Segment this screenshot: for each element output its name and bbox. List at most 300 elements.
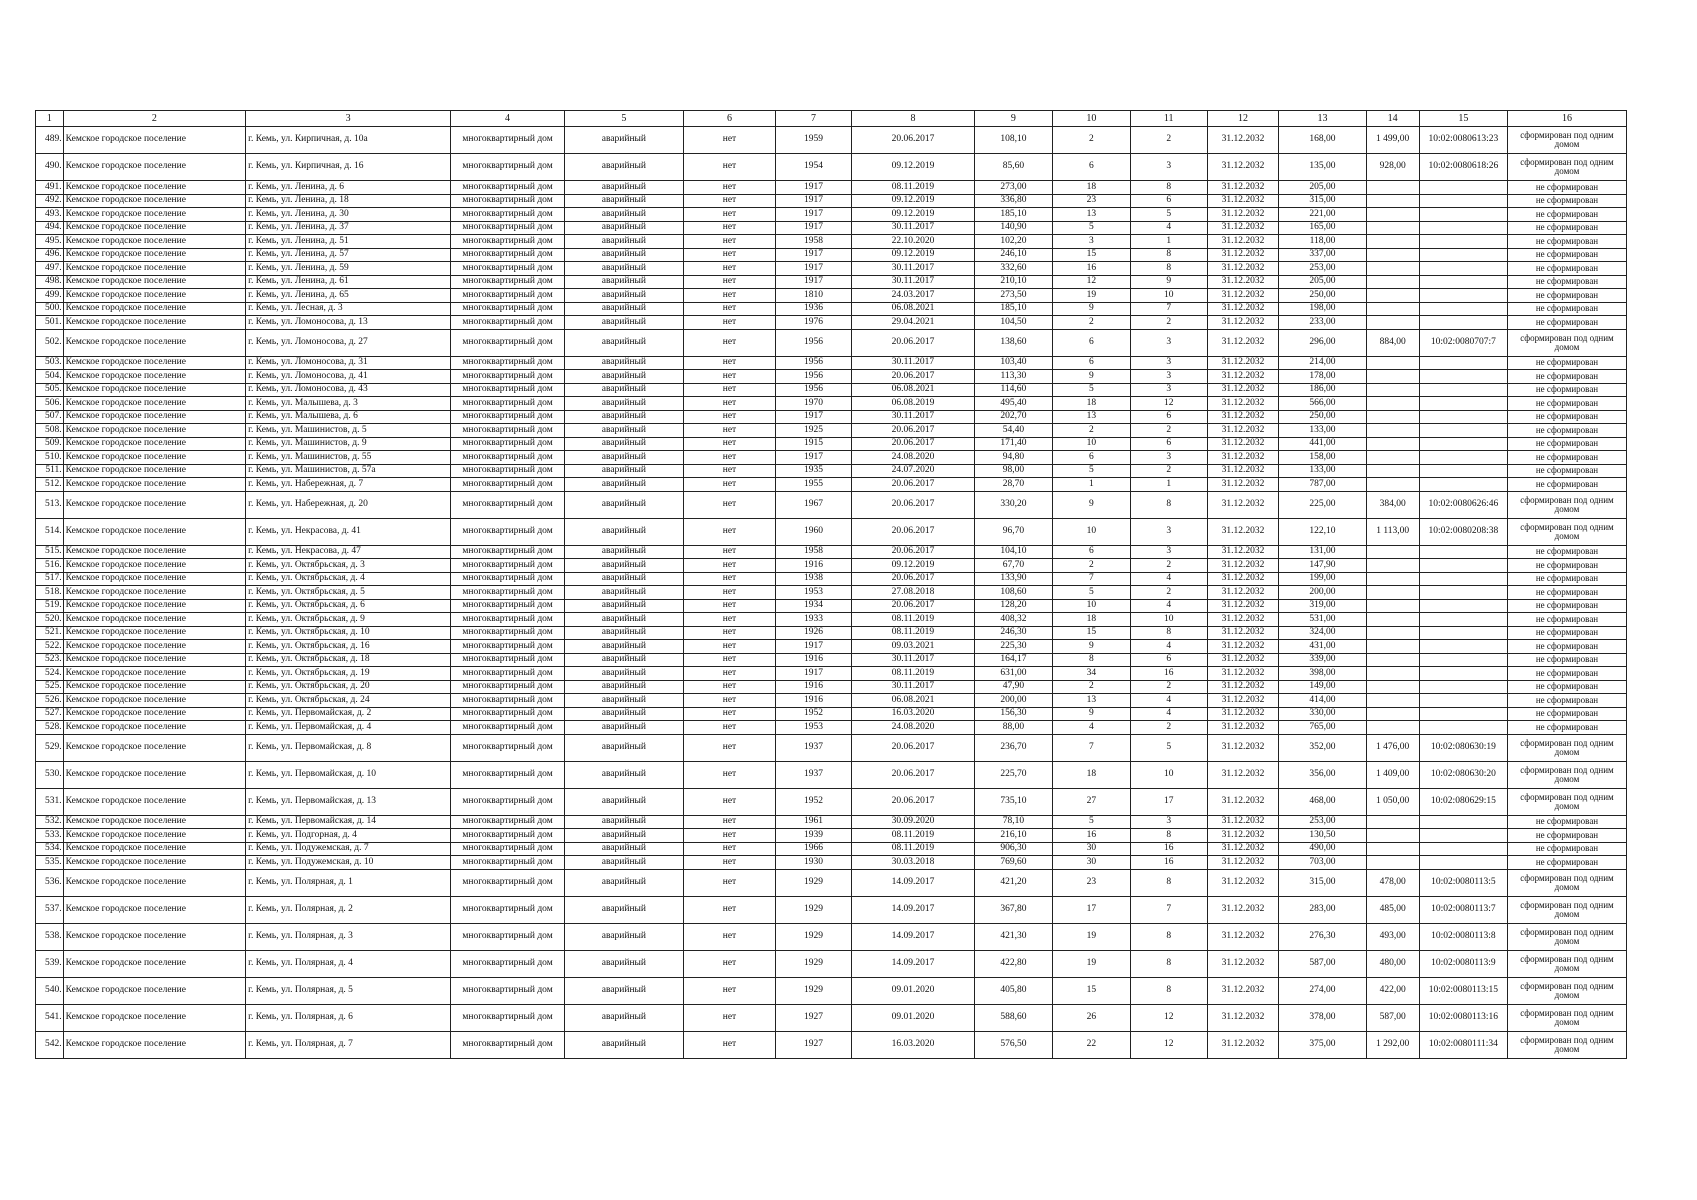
year-built-cell: 1917: [776, 221, 852, 235]
date-cell: 30.11.2017: [851, 356, 974, 370]
date-cell: 22.10.2020: [851, 235, 974, 249]
settlement-cell: Кемское городское поселение: [63, 262, 245, 276]
residents-cell: 19: [1052, 923, 1130, 950]
row-number: 521.: [36, 626, 64, 640]
date-cell: 30.09.2020: [851, 815, 974, 829]
deadline-cell: 31.12.2032: [1207, 302, 1279, 316]
building-type-cell: многоквартирный дом: [451, 262, 565, 276]
date-cell: 30.11.2017: [851, 262, 974, 276]
address-cell: г. Кемь, ул. Октябрьская, д. 24: [246, 694, 451, 708]
area-cell-2: 253,00: [1279, 262, 1366, 276]
apartments-cell: 12: [1130, 397, 1207, 411]
area-cell-2: 149,00: [1279, 680, 1366, 694]
deadline-cell: 31.12.2032: [1207, 559, 1279, 573]
area-cell-2: 356,00: [1279, 761, 1366, 788]
area-cell-2: 431,00: [1279, 640, 1366, 654]
settlement-cell: Кемское городское поселение: [63, 599, 245, 613]
deadline-cell: 31.12.2032: [1207, 653, 1279, 667]
land-status-cell: не сформирован: [1507, 694, 1626, 708]
year-built-cell: 1917: [776, 640, 852, 654]
residents-cell: 4: [1052, 721, 1130, 735]
settlement-cell: Кемское городское поселение: [63, 437, 245, 451]
address-cell: г. Кемь, ул. Машинистов, д. 5: [246, 424, 451, 438]
year-built-cell: 1938: [776, 572, 852, 586]
condition-cell: аварийный: [564, 653, 683, 667]
year-built-cell: 1916: [776, 694, 852, 708]
area-cell: 185,10: [974, 302, 1052, 316]
date-cell: 08.11.2019: [851, 667, 974, 681]
row-number: 492.: [36, 194, 64, 208]
area-cell: 408,32: [974, 613, 1052, 627]
land-area-cell: [1366, 707, 1419, 721]
land-area-cell: 1 499,00: [1366, 127, 1419, 154]
year-built-cell: 1934: [776, 599, 852, 613]
settlement-cell: Кемское городское поселение: [63, 559, 245, 573]
flag-cell: нет: [683, 451, 775, 465]
cadastral-number-cell: [1419, 545, 1507, 559]
apartments-cell: 6: [1130, 437, 1207, 451]
residents-cell: 13: [1052, 208, 1130, 222]
year-built-cell: 1933: [776, 613, 852, 627]
cadastral-number-cell: 10:02:0080618:26: [1419, 154, 1507, 181]
table-row: [36, 572, 1627, 586]
residents-cell: 10: [1052, 518, 1130, 545]
land-status-cell: не сформирован: [1507, 289, 1626, 303]
settlement-cell: Кемское городское поселение: [63, 289, 245, 303]
year-built-cell: 1966: [776, 842, 852, 856]
condition-cell: аварийный: [564, 424, 683, 438]
apartments-cell: 17: [1130, 788, 1207, 815]
table-row: [36, 653, 1627, 667]
address-cell: г. Кемь, ул. Ленина, д. 57: [246, 248, 451, 262]
building-type-cell: многоквартирный дом: [451, 613, 565, 627]
year-built-cell: 1976: [776, 316, 852, 330]
cadastral-number-cell: [1419, 208, 1507, 222]
flag-cell: нет: [683, 653, 775, 667]
address-cell: г. Кемь, ул. Первомайская, д. 4: [246, 721, 451, 735]
apartments-cell: 3: [1130, 383, 1207, 397]
address-cell: г. Кемь, ул. Полярная, д. 2: [246, 896, 451, 923]
area-cell: 421,30: [974, 923, 1052, 950]
land-area-cell: [1366, 397, 1419, 411]
year-built-cell: 1916: [776, 653, 852, 667]
address-cell: г. Кемь, ул. Октябрьская, д. 16: [246, 640, 451, 654]
year-built-cell: 1917: [776, 275, 852, 289]
land-area-cell: [1366, 586, 1419, 600]
area-cell-2: 490,00: [1279, 842, 1366, 856]
area-cell-2: 274,00: [1279, 977, 1366, 1004]
land-status-cell: не сформирован: [1507, 559, 1626, 573]
building-type-cell: многоквартирный дом: [451, 869, 565, 896]
settlement-cell: Кемское городское поселение: [63, 275, 245, 289]
settlement-cell: Кемское городское поселение: [63, 464, 245, 478]
area-cell: 140,90: [974, 221, 1052, 235]
condition-cell: аварийный: [564, 221, 683, 235]
cadastral-number-cell: [1419, 383, 1507, 397]
area-cell: 102,20: [974, 235, 1052, 249]
land-status-cell: не сформирован: [1507, 194, 1626, 208]
flag-cell: нет: [683, 478, 775, 492]
condition-cell: аварийный: [564, 896, 683, 923]
residents-cell: 3: [1052, 235, 1130, 249]
condition-cell: аварийный: [564, 815, 683, 829]
land-status-cell: не сформирован: [1507, 248, 1626, 262]
address-cell: г. Кемь, ул. Первомайская, д. 14: [246, 815, 451, 829]
date-cell: 20.06.2017: [851, 491, 974, 518]
apartments-cell: 3: [1130, 518, 1207, 545]
land-status-cell: не сформирован: [1507, 424, 1626, 438]
deadline-cell: 31.12.2032: [1207, 842, 1279, 856]
row-number: 524.: [36, 667, 64, 681]
area-cell: 421,20: [974, 869, 1052, 896]
year-built-cell: 1929: [776, 950, 852, 977]
land-status-cell: не сформирован: [1507, 221, 1626, 235]
condition-cell: аварийный: [564, 761, 683, 788]
land-status-cell: сформирован под одним домом: [1507, 896, 1626, 923]
settlement-cell: Кемское городское поселение: [63, 194, 245, 208]
land-area-cell: 422,00: [1366, 977, 1419, 1004]
land-status-cell: не сформирован: [1507, 275, 1626, 289]
year-built-cell: 1917: [776, 410, 852, 424]
date-cell: 09.12.2019: [851, 154, 974, 181]
land-area-cell: [1366, 181, 1419, 195]
date-cell: 20.06.2017: [851, 572, 974, 586]
area-cell: 576,50: [974, 1031, 1052, 1058]
date-cell: 20.06.2017: [851, 599, 974, 613]
row-number: 542.: [36, 1031, 64, 1058]
residents-cell: 7: [1052, 734, 1130, 761]
cadastral-number-cell: 10:02:0080707:7: [1419, 329, 1507, 356]
settlement-cell: Кемское городское поселение: [63, 491, 245, 518]
land-status-cell: не сформирован: [1507, 815, 1626, 829]
table-row: [36, 829, 1627, 843]
table-row: [36, 235, 1627, 249]
table-row: [36, 194, 1627, 208]
column-header: 1: [36, 111, 64, 127]
settlement-cell: Кемское городское поселение: [63, 410, 245, 424]
table-row: [36, 329, 1627, 356]
condition-cell: аварийный: [564, 370, 683, 384]
area-cell-2: 200,00: [1279, 586, 1366, 600]
year-built-cell: 1959: [776, 127, 852, 154]
row-number: 511.: [36, 464, 64, 478]
building-type-cell: многоквартирный дом: [451, 289, 565, 303]
land-status-cell: не сформирован: [1507, 599, 1626, 613]
deadline-cell: 31.12.2032: [1207, 329, 1279, 356]
area-cell-2: 122,10: [1279, 518, 1366, 545]
apartments-cell: 4: [1130, 599, 1207, 613]
deadline-cell: 31.12.2032: [1207, 572, 1279, 586]
deadline-cell: 31.12.2032: [1207, 721, 1279, 735]
building-type-cell: многоквартирный дом: [451, 437, 565, 451]
flag-cell: нет: [683, 154, 775, 181]
year-built-cell: 1952: [776, 707, 852, 721]
residents-cell: 15: [1052, 977, 1130, 1004]
land-status-cell: сформирован под одним домом: [1507, 734, 1626, 761]
area-cell: 54,40: [974, 424, 1052, 438]
cadastral-number-cell: 10:02:0080113:16: [1419, 1004, 1507, 1031]
address-cell: г. Кемь, ул. Некрасова, д. 47: [246, 545, 451, 559]
area-cell-2: 330,00: [1279, 707, 1366, 721]
building-type-cell: многоквартирный дом: [451, 599, 565, 613]
flag-cell: нет: [683, 977, 775, 1004]
condition-cell: аварийный: [564, 950, 683, 977]
row-number: 538.: [36, 923, 64, 950]
condition-cell: аварийный: [564, 127, 683, 154]
flag-cell: нет: [683, 815, 775, 829]
row-number: 504.: [36, 370, 64, 384]
area-cell-2: 250,00: [1279, 410, 1366, 424]
area-cell: 85,60: [974, 154, 1052, 181]
building-type-cell: многоквартирный дом: [451, 302, 565, 316]
flag-cell: нет: [683, 289, 775, 303]
deadline-cell: 31.12.2032: [1207, 869, 1279, 896]
apartments-cell: 2: [1130, 586, 1207, 600]
table-row: [36, 734, 1627, 761]
settlement-cell: Кемское городское поселение: [63, 572, 245, 586]
year-built-cell: 1958: [776, 235, 852, 249]
building-type-cell: многоквартирный дом: [451, 923, 565, 950]
land-status-cell: сформирован под одним домом: [1507, 154, 1626, 181]
condition-cell: аварийный: [564, 262, 683, 276]
settlement-cell: Кемское городское поселение: [63, 626, 245, 640]
table-row: [36, 451, 1627, 465]
date-cell: 08.11.2019: [851, 829, 974, 843]
address-cell: г. Кемь, ул. Набережная, д. 7: [246, 478, 451, 492]
deadline-cell: 31.12.2032: [1207, 815, 1279, 829]
residents-cell: 23: [1052, 869, 1130, 896]
deadline-cell: 31.12.2032: [1207, 761, 1279, 788]
residents-cell: 30: [1052, 856, 1130, 870]
date-cell: 06.08.2019: [851, 397, 974, 411]
area-cell-2: 133,00: [1279, 464, 1366, 478]
table-row: [36, 923, 1627, 950]
cadastral-number-cell: 10:02:0080113:7: [1419, 896, 1507, 923]
settlement-cell: Кемское городское поселение: [63, 248, 245, 262]
condition-cell: аварийный: [564, 329, 683, 356]
flag-cell: нет: [683, 572, 775, 586]
building-type-cell: многоквартирный дом: [451, 788, 565, 815]
settlement-cell: Кемское городское поселение: [63, 451, 245, 465]
area-cell-2: 205,00: [1279, 181, 1366, 195]
column-header: 8: [851, 111, 974, 127]
land-area-cell: [1366, 289, 1419, 303]
date-cell: 24.07.2020: [851, 464, 974, 478]
table-row: [36, 896, 1627, 923]
area-cell: 906,30: [974, 842, 1052, 856]
area-cell-2: 337,00: [1279, 248, 1366, 262]
address-cell: г. Кемь, ул. Первомайская, д. 10: [246, 761, 451, 788]
cadastral-number-cell: [1419, 464, 1507, 478]
flag-cell: нет: [683, 586, 775, 600]
row-number: 518.: [36, 586, 64, 600]
cadastral-number-cell: [1419, 613, 1507, 627]
table-row: [36, 356, 1627, 370]
table-row: [36, 289, 1627, 303]
table-row: [36, 667, 1627, 681]
cadastral-number-cell: [1419, 289, 1507, 303]
condition-cell: аварийный: [564, 734, 683, 761]
cadastral-number-cell: [1419, 262, 1507, 276]
land-area-cell: [1366, 316, 1419, 330]
date-cell: 14.09.2017: [851, 950, 974, 977]
flag-cell: нет: [683, 262, 775, 276]
date-cell: 20.06.2017: [851, 788, 974, 815]
date-cell: 09.12.2019: [851, 194, 974, 208]
date-cell: 09.12.2019: [851, 559, 974, 573]
building-type-cell: многоквартирный дом: [451, 586, 565, 600]
land-area-cell: [1366, 640, 1419, 654]
building-type-cell: многоквартирный дом: [451, 680, 565, 694]
area-cell: 236,70: [974, 734, 1052, 761]
cadastral-number-cell: [1419, 248, 1507, 262]
building-type-cell: многоквартирный дом: [451, 572, 565, 586]
date-cell: 14.09.2017: [851, 896, 974, 923]
land-area-cell: [1366, 275, 1419, 289]
flag-cell: нет: [683, 464, 775, 478]
cadastral-number-cell: [1419, 829, 1507, 843]
area-cell: 88,00: [974, 721, 1052, 735]
building-type-cell: многоквартирный дом: [451, 896, 565, 923]
date-cell: 09.01.2020: [851, 1004, 974, 1031]
row-number: 507.: [36, 410, 64, 424]
flag-cell: нет: [683, 127, 775, 154]
condition-cell: аварийный: [564, 356, 683, 370]
table-row: [36, 208, 1627, 222]
land-area-cell: [1366, 235, 1419, 249]
address-cell: г. Кемь, ул. Ленина, д. 30: [246, 208, 451, 222]
column-header: 16: [1507, 111, 1626, 127]
settlement-cell: Кемское городское поселение: [63, 1031, 245, 1058]
apartments-cell: 8: [1130, 491, 1207, 518]
apartments-cell: 16: [1130, 856, 1207, 870]
land-status-cell: сформирован под одним домом: [1507, 977, 1626, 1004]
land-status-cell: не сформирован: [1507, 707, 1626, 721]
address-cell: г. Кемь, ул. Ломоносова, д. 27: [246, 329, 451, 356]
column-header: 2: [63, 111, 245, 127]
building-type-cell: многоквартирный дом: [451, 545, 565, 559]
building-type-cell: многоквартирный дом: [451, 181, 565, 195]
residents-cell: 6: [1052, 154, 1130, 181]
table-row: [36, 518, 1627, 545]
row-number: 489.: [36, 127, 64, 154]
residents-cell: 2: [1052, 559, 1130, 573]
row-number: 499.: [36, 289, 64, 303]
area-cell-2: 276,30: [1279, 923, 1366, 950]
year-built-cell: 1939: [776, 829, 852, 843]
address-cell: г. Кемь, ул. Октябрьская, д. 9: [246, 613, 451, 627]
settlement-cell: Кемское городское поселение: [63, 424, 245, 438]
building-type-cell: многоквартирный дом: [451, 694, 565, 708]
cadastral-number-cell: 10:02:080629:15: [1419, 788, 1507, 815]
flag-cell: нет: [683, 181, 775, 195]
residents-cell: 15: [1052, 626, 1130, 640]
deadline-cell: 31.12.2032: [1207, 194, 1279, 208]
address-cell: г. Кемь, ул. Малышева, д. 6: [246, 410, 451, 424]
settlement-cell: Кемское городское поселение: [63, 586, 245, 600]
table-row: [36, 316, 1627, 330]
area-cell-2: 253,00: [1279, 815, 1366, 829]
land-area-cell: [1366, 356, 1419, 370]
building-type-cell: многоквартирный дом: [451, 356, 565, 370]
cadastral-number-cell: [1419, 302, 1507, 316]
address-cell: г. Кемь, ул. Полярная, д. 1: [246, 869, 451, 896]
apartments-cell: 3: [1130, 370, 1207, 384]
area-cell-2: 319,00: [1279, 599, 1366, 613]
land-area-cell: [1366, 626, 1419, 640]
row-number: 498.: [36, 275, 64, 289]
residents-cell: 9: [1052, 491, 1130, 518]
building-type-cell: многоквартирный дом: [451, 815, 565, 829]
apartments-cell: 6: [1130, 410, 1207, 424]
table-row: [36, 437, 1627, 451]
building-type-cell: многоквартирный дом: [451, 221, 565, 235]
residents-cell: 1: [1052, 478, 1130, 492]
land-status-cell: сформирован под одним домом: [1507, 491, 1626, 518]
area-cell-2: 398,00: [1279, 667, 1366, 681]
apartments-cell: 10: [1130, 761, 1207, 788]
deadline-cell: 31.12.2032: [1207, 599, 1279, 613]
address-cell: г. Кемь, ул. Некрасова, д. 41: [246, 518, 451, 545]
land-status-cell: сформирован под одним домом: [1507, 1031, 1626, 1058]
year-built-cell: 1926: [776, 626, 852, 640]
deadline-cell: 31.12.2032: [1207, 154, 1279, 181]
land-status-cell: не сформирован: [1507, 451, 1626, 465]
table-row: [36, 383, 1627, 397]
table-row: [36, 127, 1627, 154]
deadline-cell: 31.12.2032: [1207, 127, 1279, 154]
year-built-cell: 1955: [776, 478, 852, 492]
date-cell: 30.11.2017: [851, 680, 974, 694]
deadline-cell: 31.12.2032: [1207, 613, 1279, 627]
year-built-cell: 1953: [776, 586, 852, 600]
deadline-cell: 31.12.2032: [1207, 248, 1279, 262]
building-type-cell: многоквартирный дом: [451, 829, 565, 843]
condition-cell: аварийный: [564, 316, 683, 330]
settlement-cell: Кемское городское поселение: [63, 788, 245, 815]
table-row: [36, 262, 1627, 276]
deadline-cell: 31.12.2032: [1207, 451, 1279, 465]
residents-cell: 26: [1052, 1004, 1130, 1031]
apartments-cell: 6: [1130, 194, 1207, 208]
apartments-cell: 3: [1130, 356, 1207, 370]
column-header: 6: [683, 111, 775, 127]
land-area-cell: [1366, 464, 1419, 478]
condition-cell: аварийный: [564, 559, 683, 573]
residents-cell: 2: [1052, 316, 1130, 330]
area-cell: 200,00: [974, 694, 1052, 708]
year-built-cell: 1953: [776, 721, 852, 735]
residents-cell: 9: [1052, 707, 1130, 721]
year-built-cell: 1952: [776, 788, 852, 815]
settlement-cell: Кемское городское поселение: [63, 761, 245, 788]
area-cell: 225,30: [974, 640, 1052, 654]
area-cell: 114,60: [974, 383, 1052, 397]
settlement-cell: Кемское городское поселение: [63, 856, 245, 870]
year-built-cell: 1954: [776, 154, 852, 181]
table-row: [36, 248, 1627, 262]
area-cell: 367,80: [974, 896, 1052, 923]
deadline-cell: 31.12.2032: [1207, 856, 1279, 870]
area-cell-2: 315,00: [1279, 869, 1366, 896]
address-cell: г. Кемь, ул. Октябрьская, д. 3: [246, 559, 451, 573]
row-number: 525.: [36, 680, 64, 694]
land-area-cell: [1366, 613, 1419, 627]
cadastral-number-cell: 10:02:080630:20: [1419, 761, 1507, 788]
year-built-cell: 1936: [776, 302, 852, 316]
land-area-cell: [1366, 829, 1419, 843]
area-cell-2: 147,90: [1279, 559, 1366, 573]
